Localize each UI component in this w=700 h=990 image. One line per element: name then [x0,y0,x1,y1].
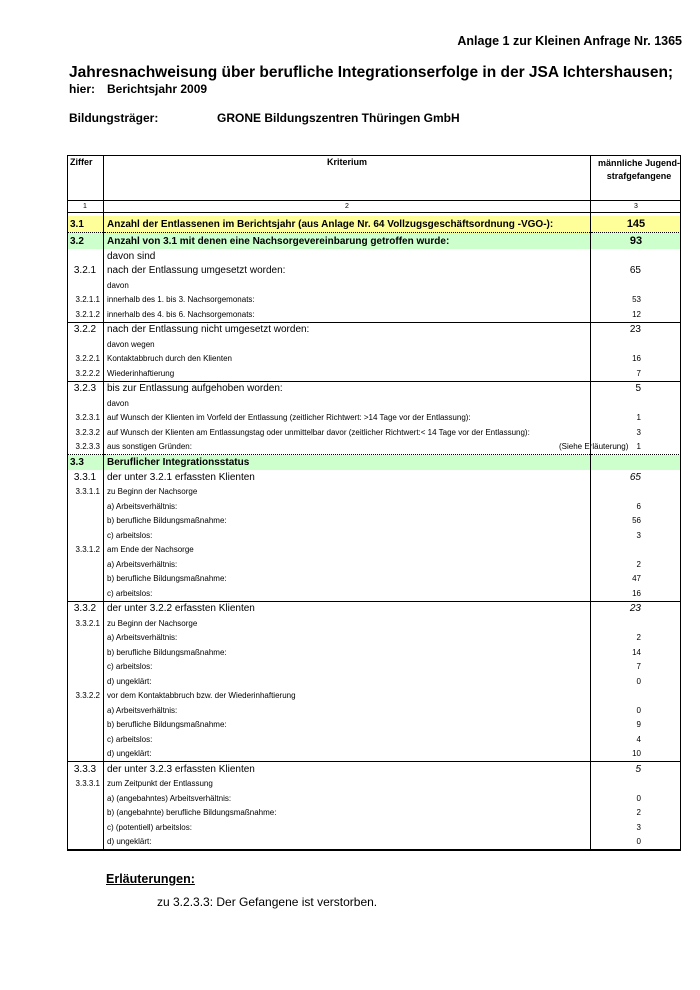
row-criterion-text: Anzahl der Entlassenen im Berichtsjahr (aus Anlage Nr. 64 Vollzugsgeschäftsordnung -VGO-): [107,218,554,230]
row-criterion-text: davon [107,398,129,408]
table-row [67,806,681,821]
table-row [67,307,681,322]
row-criterion [104,322,591,337]
row-number [67,557,104,572]
row-value: 93 [591,233,682,250]
row-criterion [104,249,591,264]
header-ziffer: Ziffer [67,155,104,201]
table-row [67,820,681,835]
row-criterion-text: b) berufliche Bildungsmaßnahme: [107,516,227,526]
table-row [67,425,681,440]
table-row [67,216,681,233]
row-criterion-text: c) arbeitslos: [107,588,153,598]
row-number [67,586,104,601]
traeger-label: Bildungsträger: [69,111,159,125]
table-row [67,660,681,675]
row-value: 16 [632,354,641,364]
row-number [67,660,104,675]
row-value: 2 [636,633,641,643]
row-criterion-text: der unter 3.2.3 erfassten Klienten [107,763,255,775]
subtitle-label: hier: [69,82,96,96]
row-criterion-text: davon sind [107,250,156,262]
row-criterion-text: b) berufliche Bildungsmaßnahme: [107,574,227,584]
column-number-row [67,201,681,213]
row-value: 0 [636,705,641,715]
row-value [591,777,682,792]
table-row [67,264,681,279]
table-row [67,601,681,616]
row-criterion-text: d) ungeklärt: [107,749,152,759]
row-value: 1 [636,442,641,452]
row-criterion [104,307,591,322]
table-row [67,572,681,587]
row-criterion-text: am Ende der Nachsorge [107,545,194,555]
table-row [67,396,681,411]
row-criterion [104,440,629,455]
row-value [591,543,682,558]
traeger-value: GRONE Bildungszentren Thüringen GmbH [217,111,460,125]
row-criterion-text: c) arbeitslos: [107,530,153,540]
row-value: 2 [636,808,641,818]
row-number: 3.2.3.1 [67,411,104,426]
row-value: 65 [629,471,641,483]
row-number: 3.3 [67,455,104,471]
row-value: 1 [636,413,641,423]
row-number: 3.2.2 [67,322,104,337]
table-row [67,703,681,718]
row-number [67,791,104,806]
row-number: 3.3.3 [67,762,104,777]
row-value [591,616,682,631]
row-value: 65 [629,265,641,277]
row-criterion [104,732,591,747]
row-criterion [104,645,591,660]
row-criterion [104,514,591,529]
row-number: 3.3.1.2 [67,543,104,558]
row-value: 9 [636,720,641,730]
row-criterion [104,455,591,471]
row-criterion-text: nach der Entlassung umgesetzt worden: [107,265,286,277]
table-row [67,337,681,352]
row-criterion-text: Anzahl von 3.1 mit denen eine Nachsorgevereinbarung getroffen wurde: [107,235,450,247]
row-criterion-text: a) Arbeitsverhältnis: [107,559,178,569]
row-criterion-text: zu Beginn der Nachsorge [107,618,198,628]
header-kriterium: Kriterium [104,155,591,201]
row-value [591,455,682,471]
row-number [67,820,104,835]
row-value: 2 [636,559,641,569]
row-number [67,674,104,689]
annex-label: Anlage 1 zur Kleinen Anfrage Nr. 1365 [457,34,682,48]
row-criterion [104,572,591,587]
row-value: 12 [632,309,641,319]
row-criterion-text: innerhalb des 1. bis 3. Nachsorgemonats: [107,295,255,305]
row-criterion-text: d) ungeklärt: [107,837,152,847]
table-row [67,557,681,572]
row-criterion [104,718,591,733]
row-value [591,337,682,352]
row-criterion-text: zu Beginn der Nachsorge [107,487,198,497]
subtitle-value: Berichtsjahr 2009 [107,82,208,96]
row-criterion-text: innerhalb des 4. bis 6. Nachsorgemonats: [107,309,255,319]
row-criterion [104,381,591,396]
row-criterion [104,396,591,411]
statistics-table [67,155,681,850]
row-criterion [104,557,591,572]
table-row [67,586,681,601]
row-criterion [104,689,591,704]
row-criterion [104,485,591,500]
row-criterion [104,631,591,646]
row-number: 3.3.2.1 [67,616,104,631]
row-criterion [104,233,591,250]
table-row [67,411,681,426]
table-row [67,791,681,806]
row-criterion-text: a) Arbeitsverhältnis: [107,501,178,511]
row-value [591,249,682,264]
row-number [67,499,104,514]
row-value: 0 [636,793,641,803]
colnum-3: 3 [591,201,682,213]
row-value: 4 [636,734,641,744]
row-criterion-text: vor dem Kontaktabbruch bzw. der Wiederinhaftierung [107,691,296,701]
row-number [67,645,104,660]
row-value: 6 [636,501,641,511]
row-value [591,278,682,293]
row-criterion [104,543,591,558]
row-value: 5 [591,762,682,777]
row-criterion [104,616,591,631]
row-value: 23 [591,601,682,616]
table-row [67,249,681,264]
table-row [67,674,681,689]
row-criterion [104,366,591,381]
row-criterion [104,411,591,426]
row-value [591,396,682,411]
row-criterion [104,352,591,367]
row-value: 3 [636,427,641,437]
table-row [67,381,681,396]
row-criterion [104,264,591,279]
row-number [67,528,104,543]
table-row [67,233,681,250]
row-criterion [104,703,591,718]
row-number: 3.2 [67,233,104,250]
row-number: 3.2.3.3 [67,440,104,455]
table-row [67,514,681,529]
header-value-text: männliche Jugend-strafgefangene [597,158,680,182]
row-criterion-text: d) ungeklärt: [107,676,152,686]
table-row [67,835,681,850]
subtitle [69,82,207,96]
colnum-2: 2 [104,201,591,213]
row-criterion-text: b) berufliche Bildungsmaßnahme: [107,720,227,730]
row-number [67,835,104,850]
row-value: 3 [636,530,641,540]
table-row [67,762,681,777]
row-number [67,703,104,718]
row-number [67,249,104,264]
row-number: 3.2.1.2 [67,307,104,322]
row-number [67,631,104,646]
row-criterion [104,293,591,308]
row-criterion-text: a) Arbeitsverhältnis: [107,633,178,643]
row-number [67,278,104,293]
row-value: 0 [591,835,682,850]
row-criterion-text: nach der Entlassung nicht umgesetzt worden: [107,324,310,336]
row-criterion-text: davon [107,280,129,290]
row-value: 5 [591,381,682,396]
row-criterion-text: Beruflicher Integrationsstatus [107,457,250,468]
row-criterion [104,499,591,514]
table-row [67,777,681,792]
row-criterion-text: auf Wunsch der Klienten im Vorfeld der Entlassung (zeitlicher Richtwert: >14 Tage vor der Entlassung): [107,413,471,423]
table-row [67,631,681,646]
row-criterion-text: davon wegen [107,339,155,349]
row-criterion [104,777,591,792]
row-number [67,732,104,747]
row-value: 7 [636,368,641,378]
row-number: 3.2.3.2 [67,425,104,440]
row-criterion-text: b) (angebahnte) berufliche Bildungsmaßnahme: [107,808,277,818]
row-criterion [104,470,591,485]
colnum-1: 1 [67,201,104,213]
row-value: 14 [632,647,641,657]
row-criterion-text: a) (angebahntes) Arbeitsverhältnis: [107,793,232,803]
row-criterion-text: aus sonstigen Gründen: [107,442,192,452]
table-row [67,689,681,704]
row-number: 3.3.1.1 [67,485,104,500]
row-criterion [104,528,591,543]
row-criterion-text: c) arbeitslos: [107,662,153,672]
row-number: 3.2.1.1 [67,293,104,308]
table-row [67,543,681,558]
row-criterion-text: auf Wunsch der Klienten am Entlassungstag oder unmittelbar davor (zeitlicher Richtwert:< 14 Tage vor der Entlassung): [107,427,530,437]
row-criterion [104,835,591,850]
table-row [67,322,681,337]
table-row [67,352,681,367]
row-criterion [104,586,591,601]
page-title: Jahresnachweisung über berufliche Integrationserfolge in der JSA Ichtershausen; [69,64,674,81]
row-criterion-text: Kontaktabbruch durch den Klienten [107,354,232,364]
row-criterion [104,278,591,293]
row-number: 3.3.2.2 [67,689,104,704]
row-criterion [104,601,591,616]
row-criterion [104,747,591,762]
row-criterion [104,820,591,835]
table-row [67,485,681,500]
row-number [67,806,104,821]
row-value: 145 [591,216,682,233]
row-criterion-text: zum Zeitpunkt der Entlassung [107,779,213,789]
row-number: 3.1 [67,216,104,233]
row-number: 3.3.1 [67,470,104,485]
table-header-row [67,155,681,201]
table-row [67,455,681,471]
table-row [67,747,681,762]
row-value: 56 [632,516,641,526]
row-criterion-text: a) Arbeitsverhältnis: [107,705,178,715]
row-number: 3.2.1 [67,264,104,279]
row-value: 47 [632,574,641,584]
table-row [67,293,681,308]
row-value: 0 [636,676,641,686]
row-value: 10 [632,749,641,759]
row-criterion [104,425,591,440]
row-number: 3.2.3 [67,381,104,396]
table-row [67,278,681,293]
notes-heading: Erläuterungen: [106,872,195,886]
row-criterion-text: b) berufliche Bildungsmaßnahme: [107,647,227,657]
row-criterion-text: c) (potentiell) arbeitslos: [107,822,192,832]
row-criterion [104,674,591,689]
table-row [67,528,681,543]
row-criterion-text: Wiederinhaftierung [107,368,175,378]
header-value [591,155,682,201]
row-value: 16 [632,588,641,598]
row-number [67,514,104,529]
row-number [67,747,104,762]
table-row [67,616,681,631]
row-criterion [104,791,591,806]
row-number: 3.2.2.1 [67,352,104,367]
row-criterion-text: der unter 3.2.2 erfassten Klienten [107,603,255,615]
row-note: (Siehe Erläuterung) [559,442,629,452]
row-value: 7 [636,662,641,672]
row-number [67,572,104,587]
table-row [67,732,681,747]
row-value: 3 [636,822,641,832]
table-row [67,440,681,455]
row-value: 53 [632,295,641,305]
table-row [67,470,681,485]
row-criterion-text: der unter 3.2.1 erfassten Klienten [107,471,255,483]
row-number [67,396,104,411]
table-row [67,718,681,733]
row-criterion [104,806,591,821]
row-number: 3.3.2 [67,601,104,616]
row-criterion [104,337,591,352]
row-number [67,337,104,352]
row-criterion-text: c) arbeitslos: [107,734,153,744]
row-criterion [104,216,591,233]
row-number [67,718,104,733]
row-value: 23 [591,322,682,337]
table-row [67,645,681,660]
row-number: 3.3.3.1 [67,777,104,792]
row-number: 3.2.2.2 [67,366,104,381]
notes-text: zu 3.2.3.3: Der Gefangene ist verstorben. [157,895,378,909]
table-row [67,366,681,381]
row-value [591,689,682,704]
table-row [67,499,681,514]
row-criterion-text: bis zur Entlassung aufgehoben worden: [107,383,283,395]
row-criterion [104,762,591,777]
row-criterion [104,660,591,675]
row-value [591,485,682,500]
